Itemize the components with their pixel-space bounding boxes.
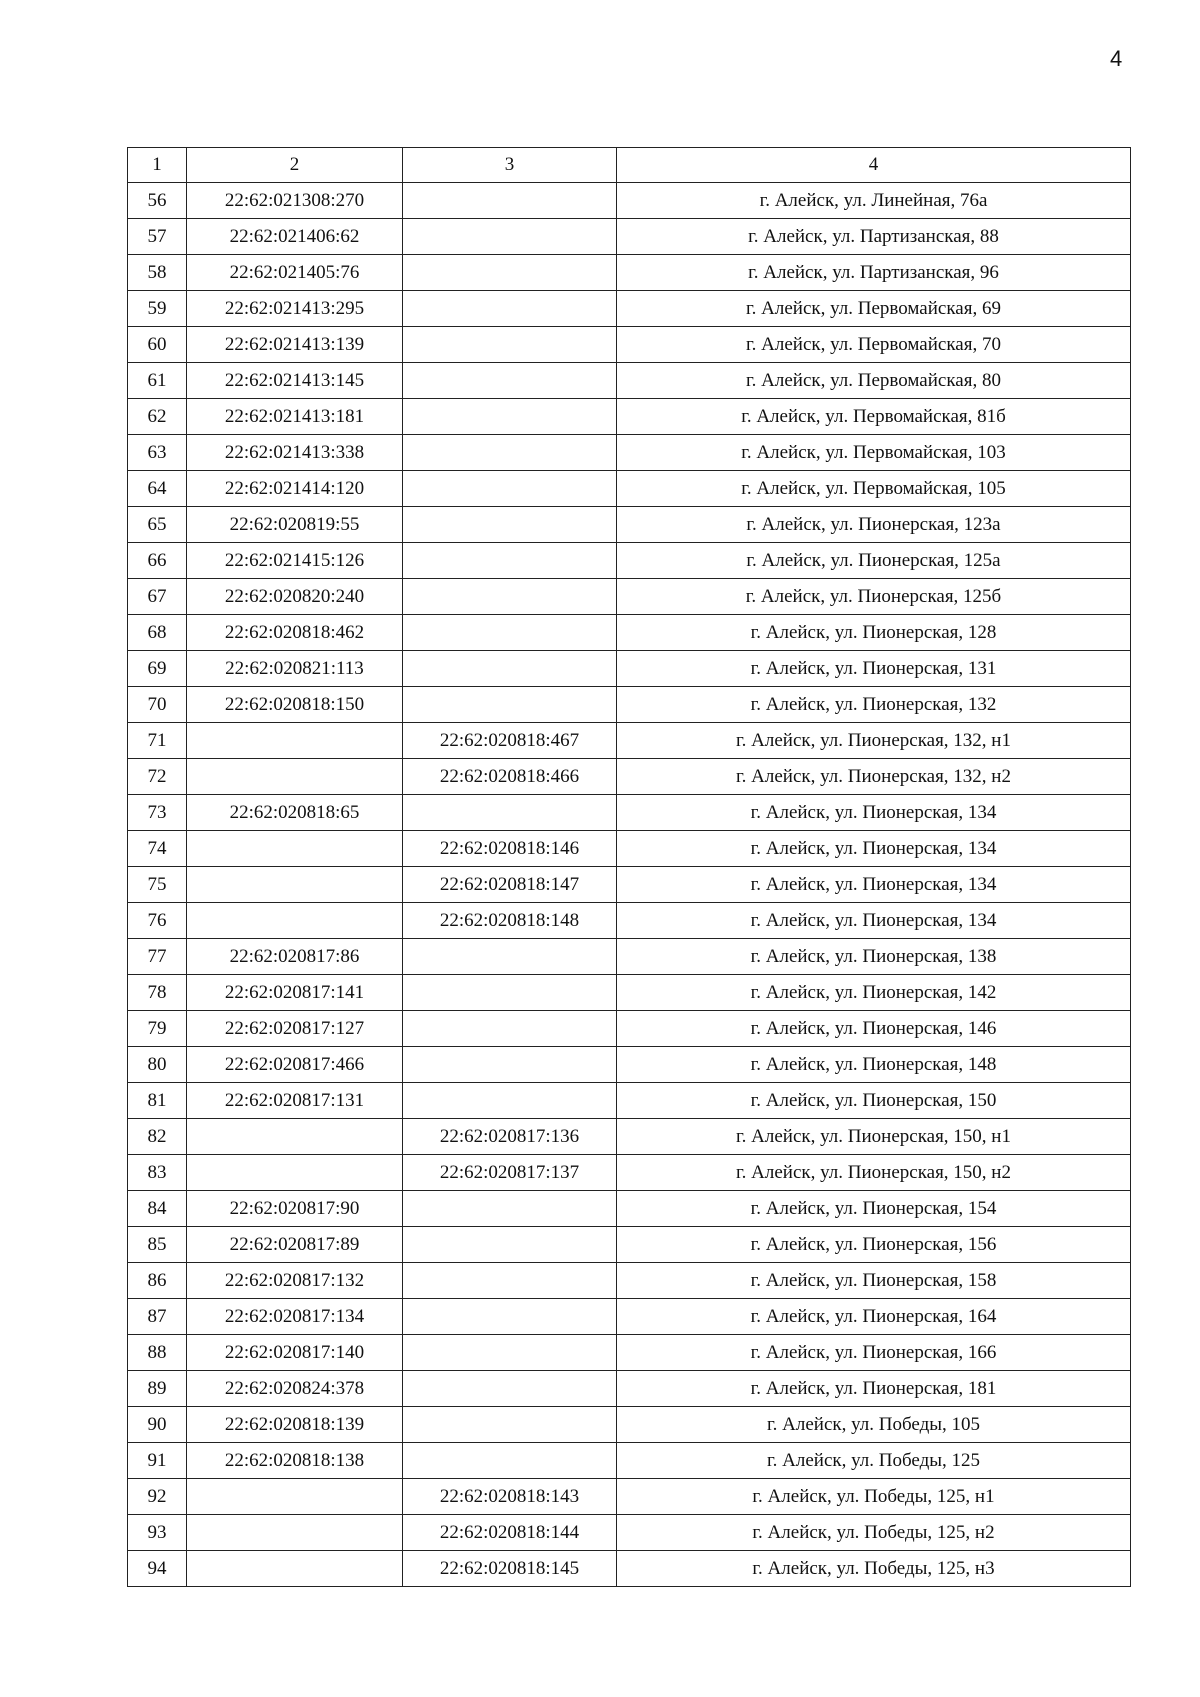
building-number-cell [403,363,617,399]
row-number-cell: 58 [128,255,187,291]
parcel-number-cell: 22:62:021413:145 [187,363,403,399]
building-number-cell [403,543,617,579]
address-cell: г. Алейск, ул. Пионерская, 131 [617,651,1131,687]
address-cell: г. Алейск, ул. Пионерская, 148 [617,1047,1131,1083]
building-number-cell [403,327,617,363]
column-header: 4 [617,148,1131,183]
table-row [128,1191,1131,1227]
parcel-number-cell: 22:62:020818:139 [187,1407,403,1443]
row-number-cell: 68 [128,615,187,651]
parcel-number-cell: 22:62:021413:338 [187,435,403,471]
row-number-cell: 88 [128,1335,187,1371]
building-number-cell: 22:62:020818:144 [403,1515,617,1551]
table-row [128,291,1131,327]
parcel-number-cell: 22:62:020817:89 [187,1227,403,1263]
parcel-number-cell [187,1551,403,1587]
address-cell: г. Алейск, ул. Пионерская, 128 [617,615,1131,651]
address-cell: г. Алейск, ул. Первомайская, 80 [617,363,1131,399]
row-number-cell: 87 [128,1299,187,1335]
address-cell: г. Алейск, ул. Пионерская, 132, н1 [617,723,1131,759]
table-row [128,759,1131,795]
address-cell: г. Алейск, ул. Пионерская, 142 [617,975,1131,1011]
address-cell: г. Алейск, ул. Пионерская, 150, н2 [617,1155,1131,1191]
building-number-cell [403,399,617,435]
building-number-cell [403,1263,617,1299]
parcel-number-cell: 22:62:020818:65 [187,795,403,831]
table-row [128,579,1131,615]
address-cell: г. Алейск, ул. Пионерская, 154 [617,1191,1131,1227]
column-header: 3 [403,148,617,183]
row-number-cell: 71 [128,723,187,759]
address-cell: г. Алейск, ул. Пионерская, 150 [617,1083,1131,1119]
parcel-number-cell: 22:62:020817:90 [187,1191,403,1227]
row-number-cell: 59 [128,291,187,327]
row-number-cell: 86 [128,1263,187,1299]
address-cell: г. Алейск, ул. Первомайская, 105 [617,471,1131,507]
address-cell: г. Алейск, ул. Пионерская, 123а [617,507,1131,543]
address-cell: г. Алейск, ул. Пионерская, 166 [617,1335,1131,1371]
row-number-cell: 90 [128,1407,187,1443]
building-number-cell: 22:62:020818:146 [403,831,617,867]
row-number-cell: 69 [128,651,187,687]
address-cell: г. Алейск, ул. Первомайская, 69 [617,291,1131,327]
parcel-number-cell: 22:62:020824:378 [187,1371,403,1407]
address-cell: г. Алейск, ул. Пионерская, 132, н2 [617,759,1131,795]
building-number-cell [403,795,617,831]
table-row [128,831,1131,867]
table-row [128,939,1131,975]
address-cell: г. Алейск, ул. Победы, 125 [617,1443,1131,1479]
address-cell: г. Алейск, ул. Пионерская, 134 [617,903,1131,939]
parcel-number-cell: 22:62:021405:76 [187,255,403,291]
building-number-cell [403,507,617,543]
table-row [128,1155,1131,1191]
building-number-cell: 22:62:020818:147 [403,867,617,903]
row-number-cell: 78 [128,975,187,1011]
address-cell: г. Алейск, ул. Победы, 125, н1 [617,1479,1131,1515]
table-row [128,651,1131,687]
table-row [128,1335,1131,1371]
row-number-cell: 64 [128,471,187,507]
parcel-number-cell: 22:62:021413:295 [187,291,403,327]
table-header-row [128,148,1131,183]
table-row [128,1443,1131,1479]
address-cell: г. Алейск, ул. Первомайская, 103 [617,435,1131,471]
building-number-cell [403,1083,617,1119]
parcel-number-cell: 22:62:020817:134 [187,1299,403,1335]
row-number-cell: 85 [128,1227,187,1263]
parcel-number-cell: 22:62:020819:55 [187,507,403,543]
table-row [128,1515,1131,1551]
building-number-cell [403,939,617,975]
table-row [128,1227,1131,1263]
table-row [128,975,1131,1011]
parcel-number-cell: 22:62:021413:181 [187,399,403,435]
address-cell: г. Алейск, ул. Первомайская, 81б [617,399,1131,435]
table-body [128,148,1131,1587]
building-number-cell [403,1371,617,1407]
table-row [128,1407,1131,1443]
address-cell: г. Алейск, ул. Пионерская, 150, н1 [617,1119,1131,1155]
row-number-cell: 92 [128,1479,187,1515]
building-number-cell: 22:62:020818:143 [403,1479,617,1515]
row-number-cell: 57 [128,219,187,255]
table-row [128,1119,1131,1155]
address-cell: г. Алейск, ул. Пионерская, 134 [617,867,1131,903]
row-number-cell: 70 [128,687,187,723]
table-row [128,1047,1131,1083]
address-cell: г. Алейск, ул. Пионерская, 158 [617,1263,1131,1299]
address-cell: г. Алейск, ул. Пионерская, 125б [617,579,1131,615]
building-number-cell [403,183,617,219]
address-cell: г. Алейск, ул. Пионерская, 164 [617,1299,1131,1335]
row-number-cell: 74 [128,831,187,867]
row-number-cell: 72 [128,759,187,795]
address-cell: г. Алейск, ул. Пионерская, 134 [617,795,1131,831]
table-row [128,255,1131,291]
building-number-cell [403,255,617,291]
table-row [128,867,1131,903]
parcel-number-cell [187,831,403,867]
address-cell: г. Алейск, ул. Первомайская, 70 [617,327,1131,363]
address-cell: г. Алейск, ул. Победы, 105 [617,1407,1131,1443]
address-cell: г. Алейск, ул. Пионерская, 138 [617,939,1131,975]
building-number-cell [403,615,617,651]
row-number-cell: 73 [128,795,187,831]
parcel-number-cell: 22:62:021308:270 [187,183,403,219]
row-number-cell: 77 [128,939,187,975]
parcel-number-cell: 22:62:020818:138 [187,1443,403,1479]
row-number-cell: 63 [128,435,187,471]
column-header: 2 [187,148,403,183]
row-number-cell: 62 [128,399,187,435]
table-row [128,183,1131,219]
parcel-number-cell: 22:62:020820:240 [187,579,403,615]
row-number-cell: 91 [128,1443,187,1479]
table-row [128,615,1131,651]
row-number-cell: 67 [128,579,187,615]
address-cell: г. Алейск, ул. Пионерская, 125а [617,543,1131,579]
row-number-cell: 65 [128,507,187,543]
parcel-number-cell [187,723,403,759]
building-number-cell: 22:62:020817:137 [403,1155,617,1191]
table-row [128,543,1131,579]
address-cell: г. Алейск, ул. Пионерская, 181 [617,1371,1131,1407]
parcel-number-cell [187,1155,403,1191]
row-number-cell: 84 [128,1191,187,1227]
parcel-number-cell [187,1515,403,1551]
building-number-cell: 22:62:020818:466 [403,759,617,795]
row-number-cell: 56 [128,183,187,219]
parcel-number-cell [187,1119,403,1155]
column-header: 1 [128,148,187,183]
building-number-cell [403,651,617,687]
parcel-number-cell: 22:62:020818:462 [187,615,403,651]
building-number-cell [403,1443,617,1479]
table-row [128,1371,1131,1407]
row-number-cell: 89 [128,1371,187,1407]
table-row [128,435,1131,471]
building-number-cell [403,291,617,327]
building-number-cell [403,471,617,507]
parcel-number-cell: 22:62:020817:466 [187,1047,403,1083]
address-cell: г. Алейск, ул. Пионерская, 132 [617,687,1131,723]
table-row [128,1299,1131,1335]
table-row [128,219,1131,255]
table-row [128,795,1131,831]
parcel-number-cell [187,867,403,903]
parcel-number-cell: 22:62:020817:131 [187,1083,403,1119]
building-number-cell: 22:62:020818:467 [403,723,617,759]
table-row [128,399,1131,435]
building-number-cell [403,1335,617,1371]
property-registry-table [127,147,1131,1587]
parcel-number-cell: 22:62:020817:140 [187,1335,403,1371]
row-number-cell: 66 [128,543,187,579]
address-cell: г. Алейск, ул. Пионерская, 156 [617,1227,1131,1263]
parcel-number-cell: 22:62:020821:113 [187,651,403,687]
parcel-number-cell: 22:62:020817:127 [187,1011,403,1047]
building-number-cell: 22:62:020818:145 [403,1551,617,1587]
table-row [128,1083,1131,1119]
table-row [128,507,1131,543]
parcel-number-cell: 22:62:021413:139 [187,327,403,363]
parcel-number-cell: 22:62:021415:126 [187,543,403,579]
row-number-cell: 79 [128,1011,187,1047]
row-number-cell: 83 [128,1155,187,1191]
parcel-number-cell: 22:62:021406:62 [187,219,403,255]
building-number-cell [403,1191,617,1227]
table-row [128,471,1131,507]
address-cell: г. Алейск, ул. Пионерская, 146 [617,1011,1131,1047]
parcel-number-cell [187,759,403,795]
address-cell: г. Алейск, ул. Пионерская, 134 [617,831,1131,867]
row-number-cell: 93 [128,1515,187,1551]
table-row [128,327,1131,363]
building-number-cell [403,1227,617,1263]
row-number-cell: 60 [128,327,187,363]
table-row [128,687,1131,723]
table-row [128,903,1131,939]
parcel-number-cell: 22:62:020817:141 [187,975,403,1011]
page-number: 4 [1110,46,1123,71]
table-row [128,363,1131,399]
row-number-cell: 61 [128,363,187,399]
building-number-cell [403,1011,617,1047]
parcel-number-cell: 22:62:020818:150 [187,687,403,723]
row-number-cell: 80 [128,1047,187,1083]
table-row [128,1479,1131,1515]
address-cell: г. Алейск, ул. Партизанская, 88 [617,219,1131,255]
building-number-cell [403,687,617,723]
parcel-number-cell: 22:62:020817:86 [187,939,403,975]
address-cell: г. Алейск, ул. Партизанская, 96 [617,255,1131,291]
building-number-cell [403,1299,617,1335]
row-number-cell: 94 [128,1551,187,1587]
row-number-cell: 81 [128,1083,187,1119]
address-cell: г. Алейск, ул. Победы, 125, н2 [617,1515,1131,1551]
parcel-number-cell: 22:62:020817:132 [187,1263,403,1299]
building-number-cell [403,435,617,471]
building-number-cell [403,975,617,1011]
table-row [128,1551,1131,1587]
parcel-number-cell [187,903,403,939]
row-number-cell: 76 [128,903,187,939]
row-number-cell: 82 [128,1119,187,1155]
row-number-cell: 75 [128,867,187,903]
building-number-cell: 22:62:020818:148 [403,903,617,939]
building-number-cell [403,1047,617,1083]
building-number-cell [403,219,617,255]
building-number-cell [403,579,617,615]
parcel-number-cell [187,1479,403,1515]
address-cell: г. Алейск, ул. Линейная, 76а [617,183,1131,219]
table-row [128,723,1131,759]
building-number-cell: 22:62:020817:136 [403,1119,617,1155]
building-number-cell [403,1407,617,1443]
address-cell: г. Алейск, ул. Победы, 125, н3 [617,1551,1131,1587]
table-row [128,1011,1131,1047]
table-row [128,1263,1131,1299]
parcel-number-cell: 22:62:021414:120 [187,471,403,507]
